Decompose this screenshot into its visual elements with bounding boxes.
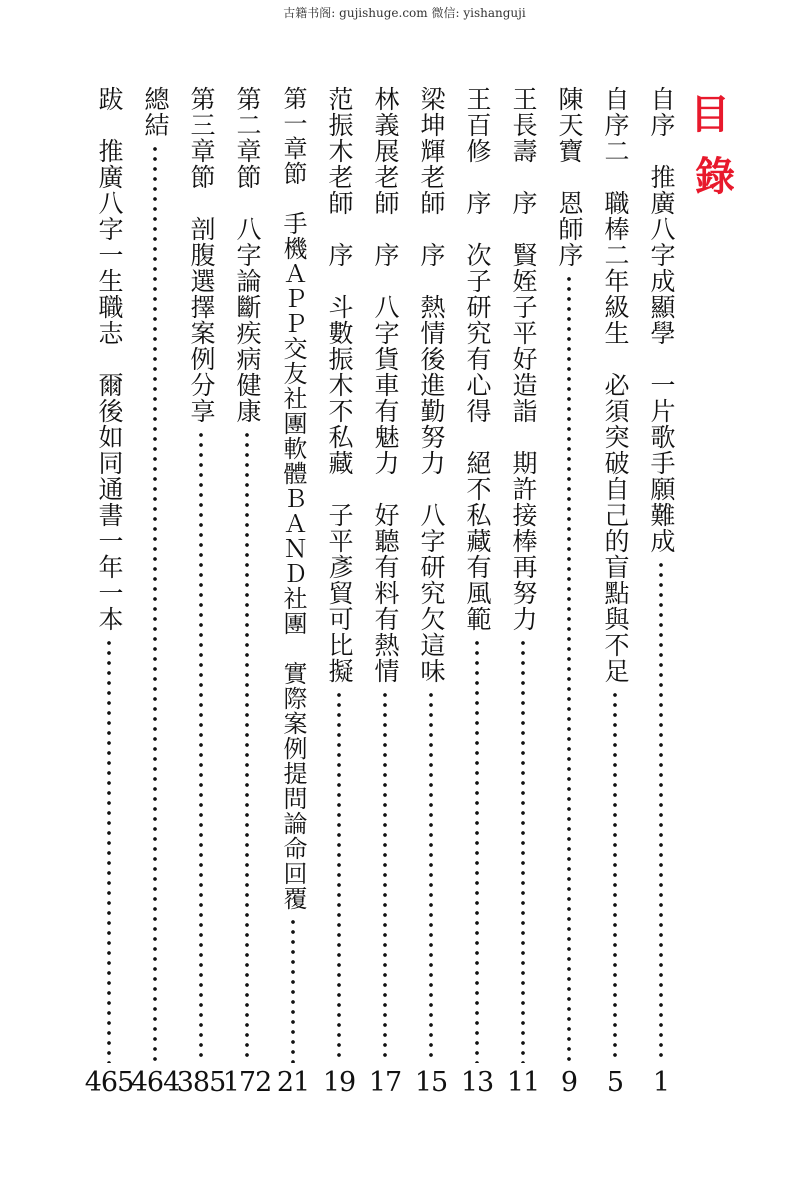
dot-leader	[89, 638, 129, 1063]
toc-entry[interactable]	[457, 86, 497, 1096]
toc-entry-page: 464	[130, 1067, 180, 1098]
toc-entry[interactable]	[222, 86, 272, 1098]
toc-entry-page: 5	[606, 1067, 624, 1098]
dot-leader	[411, 690, 451, 1063]
toc-entry-page: 13	[460, 1067, 494, 1098]
toc-entry-title: 梁坤輝老師 序 熱情後進勤努力 八字研究欠這味	[417, 86, 446, 684]
dot-leader	[227, 430, 267, 1063]
toc-entry-title: 王長壽 序 賢姪子平好造詣 期許接棒再努力	[509, 86, 538, 632]
toc-entry[interactable]	[365, 86, 405, 1096]
dot-leader	[595, 690, 635, 1063]
toc-entry[interactable]	[319, 86, 359, 1096]
toc-entry-page: 15	[414, 1067, 448, 1098]
toc-entry-page: 17	[368, 1067, 402, 1098]
toc-entry-page: 385	[176, 1067, 226, 1098]
toc-entry-page: 172	[222, 1067, 272, 1098]
toc-entry[interactable]	[503, 86, 543, 1096]
toc-entry-page: 11	[506, 1067, 540, 1098]
toc-entry-title: 跋 推廣八字一生職志 爾後如同通書一年一本	[95, 86, 124, 632]
dot-leader	[549, 274, 589, 1063]
toc-entry-title: 第一章節 手機ＡＰＰ交友社團軟體ＢＡＮＤ社團 實際案例提問論命回覆	[279, 86, 307, 911]
toc-entry-page: 1	[652, 1067, 670, 1098]
dot-leader	[641, 560, 681, 1063]
toc-entry[interactable]	[641, 86, 681, 1096]
toc-entry-title: 陳天寶 恩師序	[555, 86, 584, 268]
toc-title-char-1: 目	[690, 92, 730, 138]
dot-leader	[319, 690, 359, 1063]
toc-entry[interactable]	[411, 86, 451, 1096]
dot-leader	[135, 144, 175, 1063]
dot-leader	[457, 638, 497, 1063]
toc-title	[680, 88, 740, 204]
toc-entry[interactable]	[176, 86, 226, 1098]
toc-entry-title: 林義展老師 序 八字貨車有魅力 好聽有料有熱情	[371, 86, 400, 684]
toc-entry-page: 9	[560, 1067, 578, 1098]
dot-leader	[503, 638, 543, 1063]
toc-entry-page: 465	[84, 1067, 134, 1098]
toc-entry-title: 自序二 職棒二年級生 必須突破自己的盲點與不足	[601, 86, 630, 684]
toc-entry[interactable]	[273, 86, 313, 1096]
toc-entry[interactable]	[130, 86, 180, 1098]
toc-entry-title: 總結	[141, 86, 170, 138]
toc-entry[interactable]	[595, 86, 635, 1096]
dot-leader	[273, 917, 313, 1063]
toc-entry-title: 范振木老師 序 斗數振木不私藏 子平彥貿可比擬	[325, 86, 354, 684]
toc-entry-title: 第三章節 剖腹選擇案例分享	[187, 86, 216, 424]
toc-entry-page: 21	[276, 1067, 310, 1098]
toc-entry[interactable]	[84, 86, 134, 1098]
toc-entry-title: 王百修 序 次子研究有心得 絕不私藏有風範	[463, 86, 492, 632]
toc-entry-title: 自序 推廣八字成顯學 一片歌手願難成	[647, 86, 676, 554]
toc-entry-page: 19	[322, 1067, 356, 1098]
dot-leader	[181, 430, 221, 1063]
toc-entry-title: 第二章節 八字論斷疾病健康	[233, 86, 262, 424]
toc-entry[interactable]	[549, 86, 589, 1096]
watermark-text: 古籍书阁: gujishuge.com 微信: yishanguji	[283, 6, 526, 20]
toc-title-char-2: 錄	[695, 154, 735, 200]
dot-leader	[365, 690, 405, 1063]
